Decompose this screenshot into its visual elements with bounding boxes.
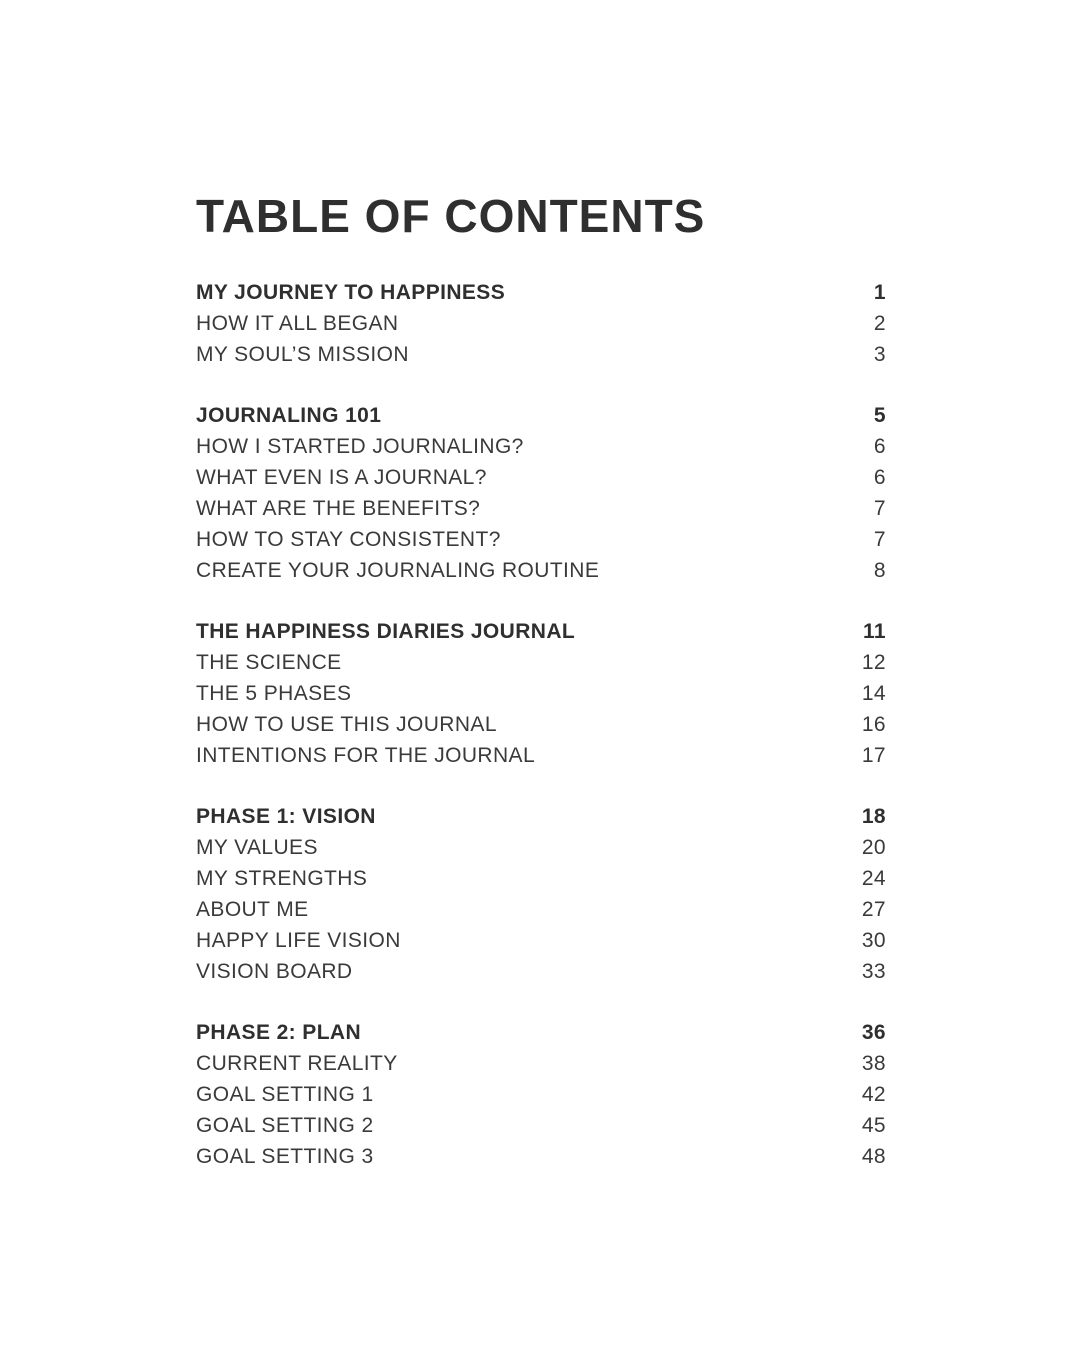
toc-heading[interactable]: [196, 1017, 886, 1048]
toc-heading[interactable]: [196, 400, 886, 431]
toc-section-phase-1-vision: [196, 801, 886, 987]
toc-item[interactable]: [196, 524, 886, 555]
toc-item-label: INTENTIONS FOR THE JOURNAL: [196, 743, 536, 767]
toc-item[interactable]: [196, 894, 886, 925]
toc-heading[interactable]: [196, 616, 886, 647]
toc-item-page: 27: [861, 897, 886, 921]
toc-section-phase-2-plan: [196, 1017, 886, 1172]
toc-item[interactable]: [196, 555, 886, 586]
toc-item-page: 2: [873, 311, 886, 335]
toc-item-label: HOW TO USE THIS JOURNAL: [196, 712, 497, 736]
toc-item[interactable]: [196, 462, 886, 493]
toc-item-label: MY STRENGTHS: [196, 866, 368, 890]
toc-item[interactable]: [196, 1079, 886, 1110]
toc-item[interactable]: [196, 863, 886, 894]
toc-heading[interactable]: [196, 277, 886, 308]
toc-item[interactable]: [196, 493, 886, 524]
toc-item-page: 45: [861, 1113, 886, 1137]
toc-item-page: 7: [873, 527, 886, 551]
toc-item[interactable]: [196, 647, 886, 678]
toc-item-label: MY SOUL’S MISSION: [196, 342, 409, 366]
toc-item[interactable]: [196, 740, 886, 771]
toc-item-page: 20: [861, 835, 886, 859]
toc-item-page: 30: [861, 928, 886, 952]
toc-item[interactable]: [196, 308, 886, 339]
toc-item-label: HOW IT ALL BEGAN: [196, 311, 399, 335]
toc-heading-label: PHASE 2: PLAN: [196, 1020, 362, 1044]
toc-item-label: MY VALUES: [196, 835, 318, 859]
toc-item-label: CREATE YOUR JOURNALING ROUTINE: [196, 558, 600, 582]
toc-item-page: 17: [861, 743, 886, 767]
toc-item[interactable]: [196, 1110, 886, 1141]
toc-item-page: 12: [861, 650, 886, 674]
toc-item-page: 38: [861, 1051, 886, 1075]
toc-heading-label: THE HAPPINESS DIARIES JOURNAL: [196, 619, 576, 643]
toc-item[interactable]: [196, 339, 886, 370]
toc-item-label: THE SCIENCE: [196, 650, 342, 674]
toc-item[interactable]: [196, 1141, 886, 1172]
toc-item-page: 3: [873, 342, 886, 366]
toc-item-label: VISION BOARD: [196, 959, 353, 983]
toc-item-label: HAPPY LIFE VISION: [196, 928, 401, 952]
toc-item-label: HOW TO STAY CONSISTENT?: [196, 527, 501, 551]
toc-item-page: 33: [861, 959, 886, 983]
toc-heading-page: 11: [863, 619, 886, 643]
toc-heading-label: MY JOURNEY TO HAPPINESS: [196, 280, 506, 304]
toc-heading-page: 5: [873, 403, 886, 427]
toc-item[interactable]: [196, 1048, 886, 1079]
toc-item[interactable]: [196, 678, 886, 709]
toc-item-page: 7: [873, 496, 886, 520]
toc-item-page: 42: [861, 1082, 886, 1106]
toc-item-page: 48: [861, 1144, 886, 1168]
toc-item-label: HOW I STARTED JOURNALING?: [196, 434, 524, 458]
toc-item[interactable]: [196, 956, 886, 987]
toc-item-label: WHAT EVEN IS A JOURNAL?: [196, 465, 487, 489]
page-title: TABLE OF CONTENTS: [196, 190, 706, 242]
table-of-contents: [196, 277, 886, 1172]
toc-item-page: 14: [861, 681, 886, 705]
toc-section-my-journey: [196, 277, 886, 370]
toc-heading-page: 1: [873, 280, 886, 304]
toc-item-label: THE 5 PHASES: [196, 681, 352, 705]
toc-heading-label: JOURNALING 101: [196, 403, 382, 427]
toc-item[interactable]: [196, 709, 886, 740]
toc-heading-page: 18: [861, 804, 886, 828]
toc-item-label: GOAL SETTING 2: [196, 1113, 374, 1137]
toc-section-happiness-diaries-journal: [196, 616, 886, 771]
toc-item-page: 24: [861, 866, 886, 890]
document-page: [196, 190, 886, 1202]
toc-heading-page: 36: [861, 1020, 886, 1044]
toc-item-label: WHAT ARE THE BENEFITS?: [196, 496, 481, 520]
toc-item[interactable]: [196, 431, 886, 462]
toc-item-label: GOAL SETTING 1: [196, 1082, 374, 1106]
toc-item-label: CURRENT REALITY: [196, 1051, 398, 1075]
toc-item-label: ABOUT ME: [196, 897, 309, 921]
toc-item-label: GOAL SETTING 3: [196, 1144, 374, 1168]
toc-item[interactable]: [196, 925, 886, 956]
toc-item[interactable]: [196, 832, 886, 863]
toc-heading-label: PHASE 1: VISION: [196, 804, 376, 828]
toc-item-page: 6: [873, 465, 886, 489]
toc-item-page: 8: [873, 558, 886, 582]
toc-item-page: 16: [861, 712, 886, 736]
toc-section-journaling-101: [196, 400, 886, 586]
toc-item-page: 6: [873, 434, 886, 458]
toc-heading[interactable]: [196, 801, 886, 832]
